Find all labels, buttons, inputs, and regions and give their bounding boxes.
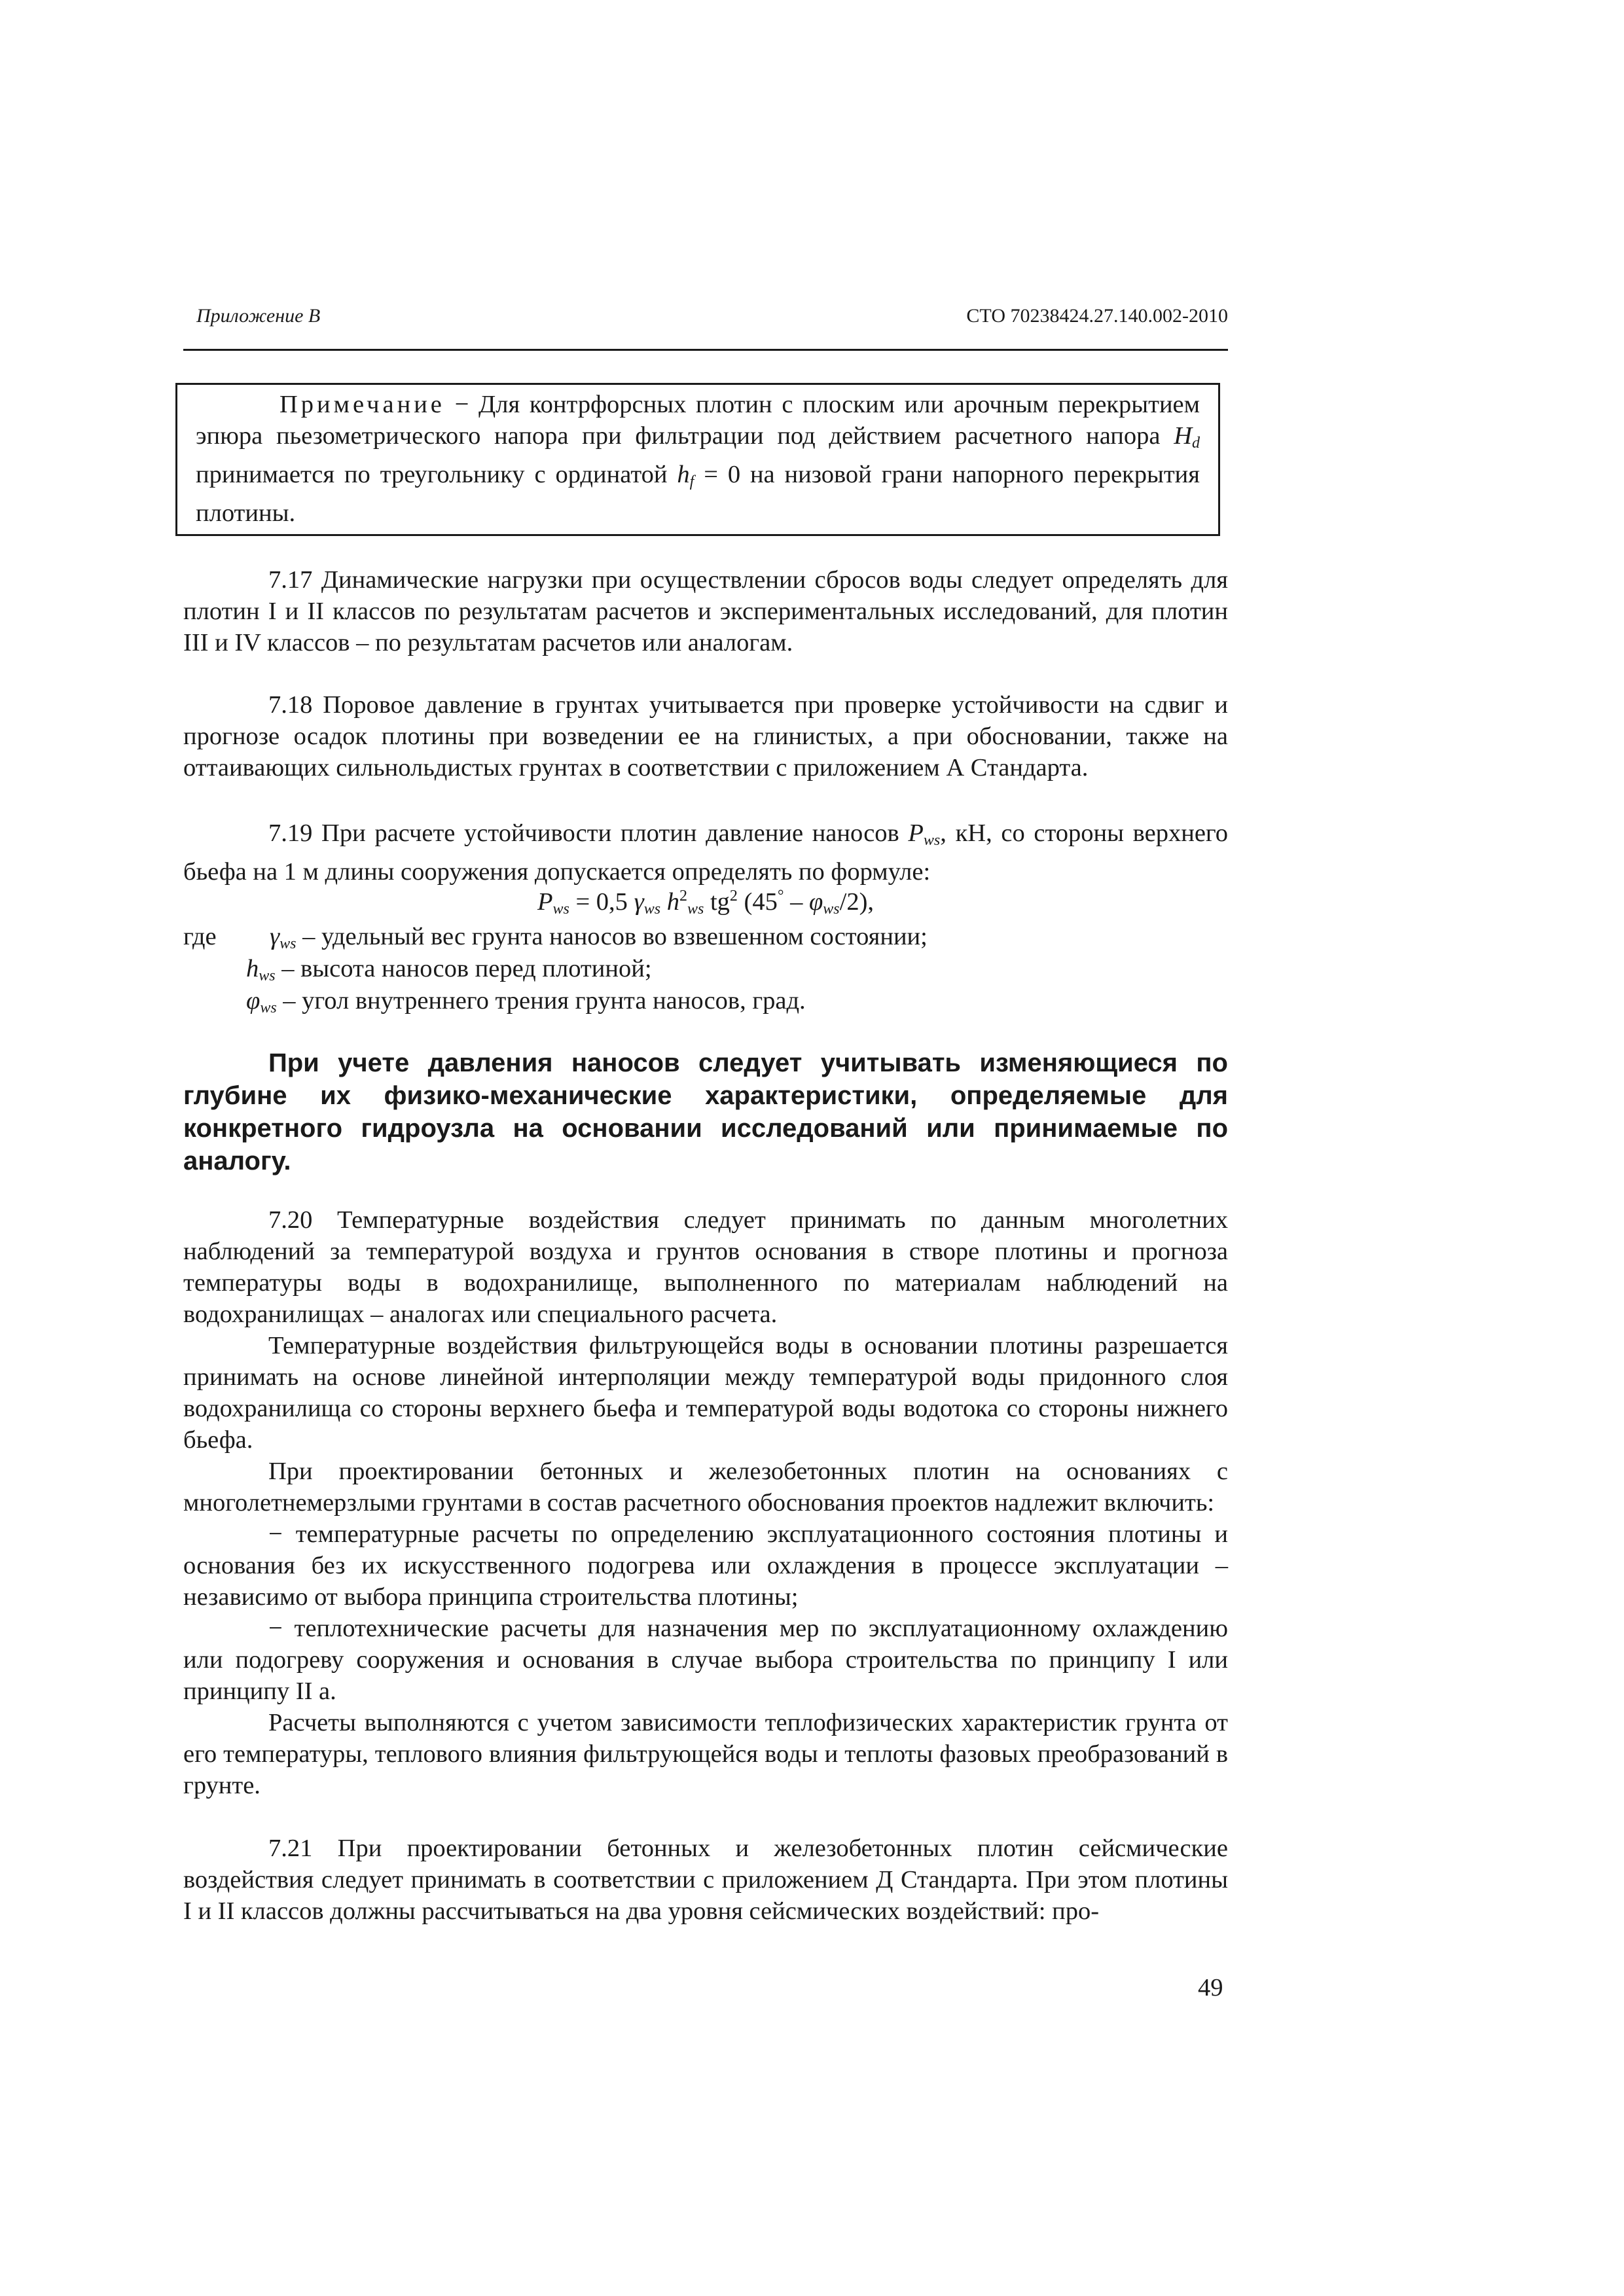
header-annex-label: Приложение В <box>196 305 321 327</box>
note-text-1: − Для контрфорсных плотин с плоским или арочным перекрытием эпюра пьезометрического напора при фильтрации под действием расчетного напора <box>196 391 1200 450</box>
formula-paren-open: (45 <box>737 888 778 916</box>
note-subscript-d: d <box>1192 435 1200 452</box>
note-subscript-f: f <box>689 473 695 490</box>
formula-sub-ws-3: ws <box>687 901 704 918</box>
where-phi-text: – угол внутреннего трения грунта наносов, град. <box>276 987 806 1014</box>
formula-sub-ws-1: ws <box>552 901 569 918</box>
where-h-symbol: h <box>246 955 259 982</box>
note-symbol-h: h <box>677 461 690 488</box>
bold-paragraph-sediment: При учете давления наносов следует учитывать изменяющиеся по глубине их физико-механические характеристики, определяемые для конкретного гидроузла на основании исследований или принимаемые по аналогу. <box>183 1049 1228 1175</box>
paragraph-7-17: 7.17 Динамические нагрузки при осуществлении сбросов воды следует определять для плотин I и II классов по результатам расчетов и экспериментальных исследований, для плотин III и IV классов – по результатам расчетов или аналогам. <box>183 566 1228 656</box>
where-gamma-symbol: γ <box>270 923 280 950</box>
note-text-3: = 0 на низовой грани напорного перекрытия плотины. <box>196 461 1200 527</box>
formula-phi: φ <box>808 888 823 916</box>
paragraph-7-20-item-2: − теплотехнические расчеты для назначения мер по эксплуатационному охлаждению или подогреву сооружения и основания в случае выбора строительства по принципу I или принципу II а. <box>183 1615 1228 1705</box>
where-phi-symbol: φ <box>246 987 261 1014</box>
header-rule <box>183 349 1228 351</box>
note-label: Примечание <box>280 391 445 418</box>
p719-text-2: , кН, со стороны верхнего бьефа на 1 м длины сооружения допускается определять по формуле: <box>183 819 1228 886</box>
formula-gamma: γ <box>634 888 644 916</box>
page-number: 49 <box>1198 1974 1223 2001</box>
where-gamma-text: – удельный вес грунта наносов во взвешенном состоянии; <box>296 923 928 950</box>
where-word: где <box>183 923 217 950</box>
where-phi-line <box>246 985 806 1024</box>
formula-minus: – <box>784 888 809 916</box>
note-text-2: принимается по треугольнику с ординатой <box>196 461 677 488</box>
paragraph-7-20-item-1: − температурные расчеты по определению эксплуатационного состояния плотины и основания без их искусственного подогрева или охлаждения в процессе эксплуатации – независимо от выбора принципа строительства плотины; <box>183 1520 1228 1611</box>
where-h-sub: ws <box>259 967 276 984</box>
formula-sub-ws-2: ws <box>643 901 661 918</box>
where-h-text: – высота наносов перед плотиной; <box>275 955 652 982</box>
paragraph-7-18: 7.18 Поровое давление в грунтах учитывается при проверке устойчивости на сдвиг и прогнозе осадок плотины при возведении ее на глинистых, а при обосновании, также на оттаивающих сильнольдистых грунтах в соответствии с приложением А Стандарта. <box>183 691 1228 781</box>
formula-P: P <box>537 888 553 916</box>
formula-sub-ws-4: ws <box>823 901 840 918</box>
formula-sup-2a: 2 <box>679 888 687 905</box>
p719-subscript-ws: ws <box>923 832 941 849</box>
header-document-code: СТО 70238424.27.140.002-2010 <box>966 305 1228 327</box>
formula-h: h <box>666 888 679 916</box>
sediment-pressure-formula <box>183 880 1228 925</box>
note-symbol-H: H <box>1174 422 1192 450</box>
where-phi-sub: ws <box>260 999 277 1016</box>
p719-symbol-P: P <box>908 819 924 847</box>
paragraph-7-21: 7.21 При проектировании бетонных и железобетонных плотин сейсмические воздействия следует принимать в соответствии с приложением Д Стандарта. При этом плотины I и II классов должны рассчитываться на два уровня сейсмических воздействий: про- <box>183 1835 1228 1925</box>
paragraph-7-19 <box>183 817 1228 888</box>
paragraph-7-20-b: Температурные воздействия фильтрующейся воды в основании плотины разрешается принимать на основе линейной интерполяции между температурой воды придонного слоя водохранилища со стороны верхнего бьефа и температурой воды водотока со стороны нижнего бьефа. <box>183 1332 1228 1454</box>
where-gamma-sub: ws <box>280 935 297 952</box>
formula-close: /2), <box>839 888 875 916</box>
note-box <box>175 383 1220 536</box>
paragraph-7-20-a: 7.20 Температурные воздействия следует принимать по данным многолетних наблюдений за температурой воздуха и грунтов основания в створе плотины и прогноза температуры воды в водохранилище, выполненного по материалам наблюдений на водохранилищах – аналогах или специального расчета. <box>183 1206 1228 1328</box>
p719-text-1: 7.19 При расчете устойчивости плотин давление наносов <box>268 819 909 847</box>
paragraph-7-20-c: При проектировании бетонных и железобетонных плотин на основаниях с многолетнемерзлыми грунтами в состав расчетного обоснования проектов надлежит включить: <box>183 1458 1228 1516</box>
formula-sup-2b: 2 <box>729 888 738 905</box>
formula-eq: = 0,5 <box>569 888 634 916</box>
formula-tg: tg <box>704 888 730 916</box>
formula-degree: ° <box>777 888 784 905</box>
paragraph-7-20-d: Расчеты выполняются с учетом зависимости теплофизических характеристик грунта от его температуры, теплового влияния фильтрующейся воды и теплоты фазовых преобразований в грунте. <box>183 1709 1228 1799</box>
